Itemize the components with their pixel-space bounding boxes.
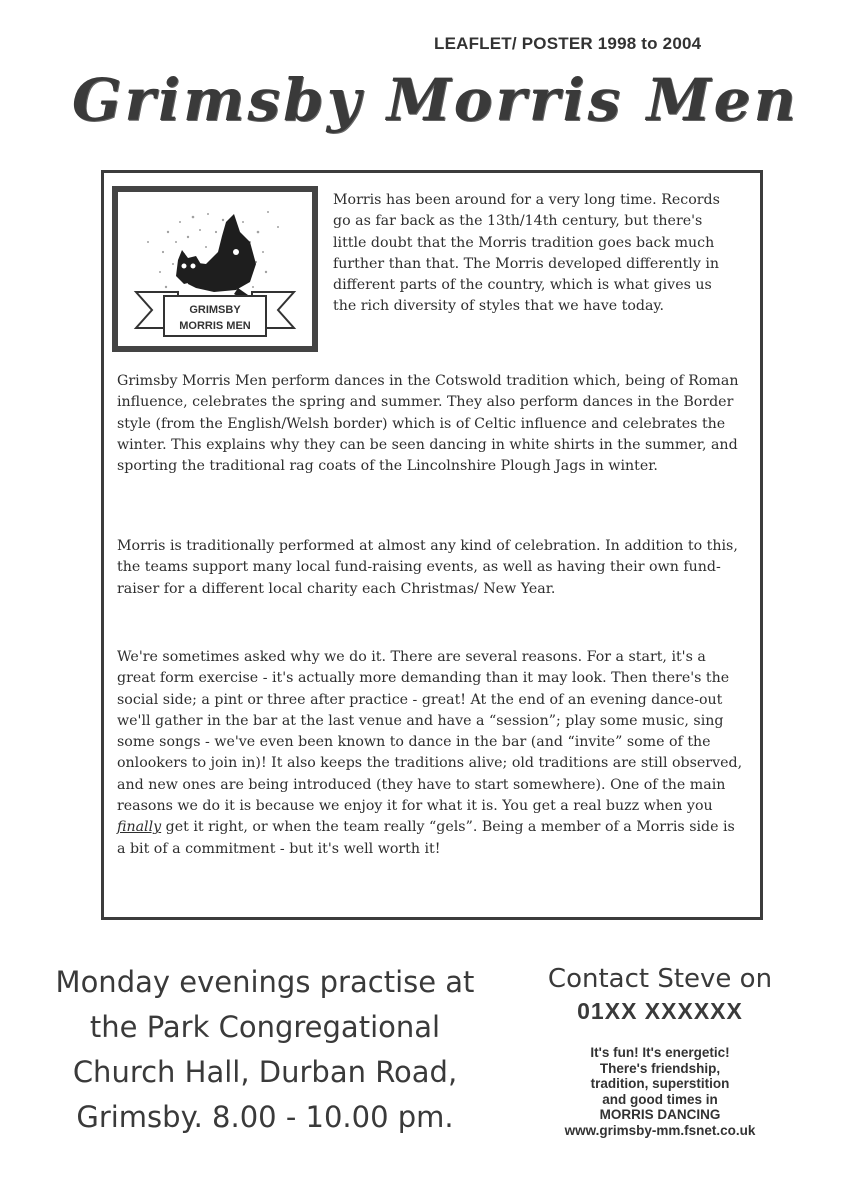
paragraph-celebrations: Morris is traditionally performed at almost any kind of celebration. In addition to this, the teams support many local fund-raising events, as well as having their own fund-raiser for a different local charity each Christmas/ New Year.	[117, 538, 738, 597]
emphasis-finally: finally	[117, 819, 162, 836]
practise-line: Monday evenings practise at	[55, 965, 475, 999]
contact-label: Contact Steve on	[547, 964, 773, 994]
club-logo	[112, 186, 318, 352]
page-title: Grimsby Morris Men	[72, 66, 799, 134]
paragraph-reasons-part2: get it right, or when the team really “gels”. Being a member of a Morris side is a bit of a commitment - but it's well worth it!	[117, 819, 735, 857]
black-cat-icon	[118, 192, 312, 346]
practise-info	[40, 960, 490, 1140]
tagline-line: and good times in	[602, 1091, 718, 1107]
tagline-line: There's friendship,	[599, 1060, 721, 1076]
tagline-line: MORRIS DANCING	[599, 1107, 721, 1122]
tagline-line: tradition, superstition	[590, 1076, 730, 1091]
paragraph-reasons-part1: We're sometimes asked why we do it. There are several reasons. For a start, it's a great form exercise - it's actually more demanding than it may look. Then there's the social side; a pint or three after practice - great! At the end of an evening dance-out we'll gather in the bar at the last venue and have a “session”; play some music, sing some songs - we've even been known to dance in the bar (and “invite” some of the onlookers to join in)! It also keeps the traditions alive; old traditions are still observed, and new ones are being introduced (they have to start somewhere). One of the main reasons we do it is because we enjoy it for what it is. You get a real buzz when you	[117, 649, 743, 815]
tagline-block	[530, 1045, 790, 1138]
paragraph-traditions: Grimsby Morris Men perform dances in the Cotswold tradition which, being of Roman influence, celebrates the spring and summer. They also perform dances in the Border style (from the English/Welsh border) which is of Celtic influence and celebrates the winter. This explains why they can be seen dancing in white shirts in the summer, and sporting the traditional rag coats of the Lincolnshire Plough Jags in winter.	[117, 373, 739, 475]
practise-line: Grimsby. 8.00 - 10.00 pm.	[76, 1100, 454, 1134]
paragraph-reasons	[117, 647, 745, 860]
tagline-line: It's fun! It's energetic!	[590, 1045, 730, 1060]
contact-phone: 01XX XXXXXX	[577, 998, 743, 1024]
logo-text-line1: GRIMSBY	[189, 304, 241, 316]
logo-text-line2: MORRIS MEN	[179, 320, 251, 332]
practise-line: the Park Congregational	[89, 1010, 441, 1044]
leaflet-date-label: LEAFLET/ POSTER 1998 to 2004	[434, 34, 702, 53]
website-link[interactable]: www.grimsby-mm.fsnet.co.uk	[564, 1122, 756, 1138]
paragraph-history: Morris has been around for a very long time. Records go as far back as the 13th/14th century, but there's little doubt that the Morris tradition goes back much further than that. The Morris developed differently in different parts of the country, which is what gives us the rich diversity of styles that we have today.	[333, 192, 720, 315]
practise-line: Church Hall, Durban Road,	[72, 1055, 458, 1089]
